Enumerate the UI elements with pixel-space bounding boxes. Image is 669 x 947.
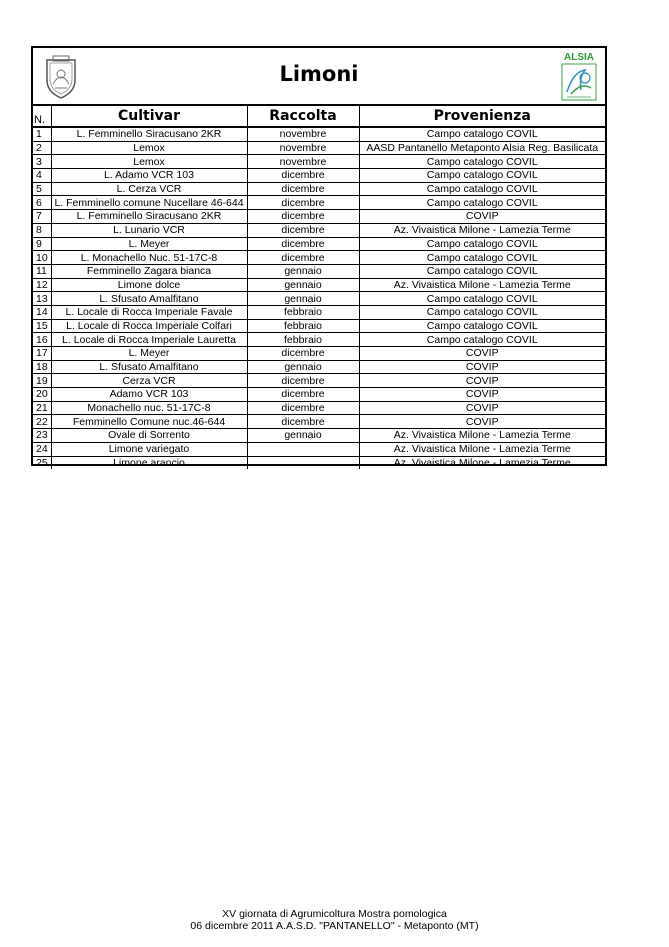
cell-n: 8: [33, 223, 51, 237]
cell-cultivar: L. Sfusato Amalfitano: [51, 292, 247, 306]
document-header: [33, 48, 605, 106]
cell-provenienza: Campo catalogo COVIL: [359, 264, 605, 278]
table-row: [33, 442, 605, 456]
cell-cultivar: L. Locale di Rocca Imperiale Colfari: [51, 319, 247, 333]
cell-provenienza: Campo catalogo COVIL: [359, 251, 605, 265]
table-row: [33, 374, 605, 388]
document-frame: [31, 46, 607, 469]
table-row: [33, 155, 605, 169]
cell-cultivar: Limone variegato: [51, 442, 247, 456]
table-row: [33, 223, 605, 237]
cell-provenienza: Campo catalogo COVIL: [359, 127, 605, 141]
cell-raccolta: dicembre: [247, 237, 359, 251]
cell-raccolta: gennaio: [247, 264, 359, 278]
cell-n: 18: [33, 360, 51, 374]
cell-cultivar: L. Femminello comune Nucellare 46-644: [51, 196, 247, 210]
table-row: [33, 292, 605, 306]
cell-provenienza: COVIP: [359, 415, 605, 429]
cell-cultivar: Ovale di Sorrento: [51, 429, 247, 443]
table-header-row: [33, 106, 605, 127]
cell-n: 2: [33, 141, 51, 155]
cultivar-table: [33, 106, 605, 469]
cell-n: 11: [33, 264, 51, 278]
cell-n: 19: [33, 374, 51, 388]
cell-raccolta: dicembre: [247, 374, 359, 388]
cell-cultivar: L. Femminello Siracusano 2KR: [51, 127, 247, 141]
cell-cultivar: Monachello nuc. 51-17C-8: [51, 401, 247, 415]
cell-raccolta: febbraio: [247, 319, 359, 333]
cell-provenienza: COVIP: [359, 210, 605, 224]
cell-n: 21: [33, 401, 51, 415]
cell-provenienza: AASD Pantanello Metaponto Alsia Reg. Basilicata: [359, 141, 605, 155]
cell-raccolta: gennaio: [247, 429, 359, 443]
cell-cultivar: L. Femminello Siracusano 2KR: [51, 210, 247, 224]
table-row: [33, 305, 605, 319]
cell-raccolta: novembre: [247, 127, 359, 141]
cell-provenienza: COVIP: [359, 374, 605, 388]
table-row: [33, 360, 605, 374]
alsia-emblem-icon: [559, 52, 599, 102]
cell-provenienza: COVIP: [359, 401, 605, 415]
table-row: [33, 237, 605, 251]
page-title: Limoni: [279, 62, 359, 86]
cell-raccolta: gennaio: [247, 292, 359, 306]
cell-raccolta: dicembre: [247, 210, 359, 224]
cell-raccolta: febbraio: [247, 333, 359, 347]
cell-provenienza: Campo catalogo COVIL: [359, 319, 605, 333]
cell-provenienza: Az. Vivaistica Milone - Lamezia Terme: [359, 442, 605, 456]
cell-n: 13: [33, 292, 51, 306]
page-footer: [0, 908, 669, 932]
cell-n: 6: [33, 196, 51, 210]
cell-cultivar: L. Sfusato Amalfitano: [51, 360, 247, 374]
table-row: [33, 264, 605, 278]
footer-line-date-location: 06 dicembre 2011 A.A.S.D. "PANTANELLO" - Metaponto (MT): [190, 920, 479, 932]
cell-raccolta: dicembre: [247, 401, 359, 415]
cell-cultivar: L. Locale di Rocca Imperiale Lauretta: [51, 333, 247, 347]
cell-n: 14: [33, 305, 51, 319]
cell-raccolta: dicembre: [247, 347, 359, 361]
cell-raccolta: dicembre: [247, 415, 359, 429]
cell-n: 9: [33, 237, 51, 251]
column-header-cultivar: Cultivar: [51, 106, 247, 127]
cell-raccolta: dicembre: [247, 196, 359, 210]
table-row: [33, 251, 605, 265]
cell-cultivar: L. Meyer: [51, 237, 247, 251]
cell-cultivar: Adamo VCR 103: [51, 388, 247, 402]
table-row: [33, 319, 605, 333]
cell-provenienza: Campo catalogo COVIL: [359, 305, 605, 319]
cell-cultivar: Cerza VCR: [51, 374, 247, 388]
table-row: [33, 127, 605, 141]
cell-provenienza: Az. Vivaistica Milone - Lamezia Terme: [359, 278, 605, 292]
column-header-raccolta: Raccolta: [247, 106, 359, 127]
table-row: [33, 456, 605, 469]
table-row: [33, 388, 605, 402]
cell-raccolta: febbraio: [247, 305, 359, 319]
cell-n: 20: [33, 388, 51, 402]
cell-n: 17: [33, 347, 51, 361]
table-row: [33, 169, 605, 183]
table-body: [33, 127, 605, 469]
cell-cultivar: L. Meyer: [51, 347, 247, 361]
cell-n: 3: [33, 155, 51, 169]
cell-raccolta: [247, 442, 359, 456]
cell-provenienza: Az. Vivaistica Milone - Lamezia Terme: [359, 456, 605, 469]
cell-n: 7: [33, 210, 51, 224]
cell-provenienza: COVIP: [359, 347, 605, 361]
cell-provenienza: Campo catalogo COVIL: [359, 292, 605, 306]
cell-raccolta: [247, 456, 359, 469]
cell-n: 4: [33, 169, 51, 183]
cell-provenienza: Campo catalogo COVIL: [359, 237, 605, 251]
cell-provenienza: Campo catalogo COVIL: [359, 155, 605, 169]
table-row: [33, 401, 605, 415]
column-header-provenienza: Provenienza: [359, 106, 605, 127]
cell-raccolta: dicembre: [247, 223, 359, 237]
cell-n: 22: [33, 415, 51, 429]
table-row: [33, 210, 605, 224]
cell-cultivar: L. Lunario VCR: [51, 223, 247, 237]
cell-cultivar: Limone dolce: [51, 278, 247, 292]
table-row: [33, 347, 605, 361]
cell-cultivar: Limone arancio: [51, 456, 247, 469]
cell-provenienza: Campo catalogo COVIL: [359, 196, 605, 210]
table-row: [33, 415, 605, 429]
cell-n: 12: [33, 278, 51, 292]
table-row: [33, 182, 605, 196]
cell-n: 15: [33, 319, 51, 333]
cell-n: 1: [33, 127, 51, 141]
cell-n: 24: [33, 442, 51, 456]
table-row: [33, 278, 605, 292]
footer-line-event: XV giornata di Agrumicoltura Mostra pomologica: [222, 908, 447, 920]
table-row: [33, 196, 605, 210]
cell-n: 16: [33, 333, 51, 347]
cell-cultivar: Femminello Zagara bianca: [51, 264, 247, 278]
cell-cultivar: L. Adamo VCR 103: [51, 169, 247, 183]
cell-provenienza: Az. Vivaistica Milone - Lamezia Terme: [359, 223, 605, 237]
cell-provenienza: COVIP: [359, 360, 605, 374]
cell-n: 25: [36, 456, 48, 469]
column-header-number: N.: [33, 106, 51, 127]
alsia-logo-text: ALSIA: [564, 52, 594, 63]
cell-cultivar: L. Cerza VCR: [51, 182, 247, 196]
cell-provenienza: Campo catalogo COVIL: [359, 169, 605, 183]
cell-n: 23: [33, 429, 51, 443]
cell-cultivar: L. Locale di Rocca Imperiale Favale: [51, 305, 247, 319]
cell-cultivar: Femminello Comune nuc.46-644: [51, 415, 247, 429]
table-row: [33, 429, 605, 443]
cell-provenienza: COVIP: [359, 388, 605, 402]
table-row: [33, 141, 605, 155]
cell-raccolta: dicembre: [247, 388, 359, 402]
cell-provenienza: Campo catalogo COVIL: [359, 182, 605, 196]
cell-raccolta: dicembre: [247, 169, 359, 183]
cell-raccolta: gennaio: [247, 278, 359, 292]
cell-raccolta: gennaio: [247, 360, 359, 374]
cell-cultivar: Lemox: [51, 141, 247, 155]
cell-cultivar: L. Monachello Nuc. 51-17C-8: [51, 251, 247, 265]
cell-raccolta: novembre: [247, 155, 359, 169]
cell-raccolta: dicembre: [247, 182, 359, 196]
alsia-logo: [559, 52, 599, 102]
cell-raccolta: novembre: [247, 141, 359, 155]
cell-raccolta: dicembre: [247, 251, 359, 265]
cell-n: 10: [33, 251, 51, 265]
table-row: [33, 333, 605, 347]
cell-cultivar: Lemox: [51, 155, 247, 169]
cell-n: 5: [33, 182, 51, 196]
cell-provenienza: Az. Vivaistica Milone - Lamezia Terme: [359, 429, 605, 443]
cell-provenienza: Campo catalogo COVIL: [359, 333, 605, 347]
